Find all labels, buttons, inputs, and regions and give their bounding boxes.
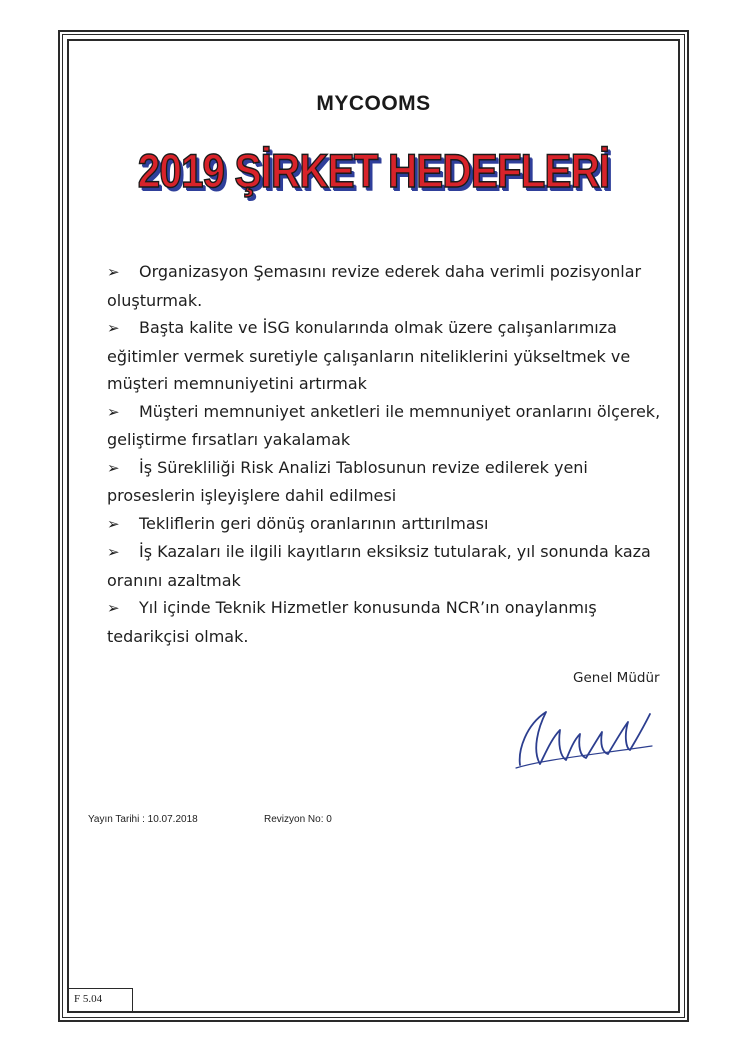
goal-item bbox=[107, 594, 677, 650]
handwritten-signature bbox=[512, 700, 662, 780]
goal-item bbox=[107, 258, 677, 314]
signer-title: Genel Müdür bbox=[573, 670, 660, 686]
goal-text: Başta kalite ve İSG konularında olmak üzere çalışanlarımıza eğitimler vermek suretiyle çalışanların niteliklerini yükseltmek ve müşteri memnuniyetini artırmak bbox=[107, 318, 631, 393]
arrow-bullet-icon: ➢ bbox=[107, 458, 120, 477]
company-name: MYCOOMS bbox=[316, 92, 431, 115]
goal-item bbox=[107, 538, 677, 594]
goal-item bbox=[107, 510, 677, 539]
arrow-bullet-icon: ➢ bbox=[107, 319, 120, 337]
arrow-bullet-icon: ➢ bbox=[107, 263, 120, 281]
goal-item bbox=[107, 398, 677, 454]
goal-text: Yıl içinde Teknik Hizmetler konusunda NCR’ın onaylanmış tedarikçisi olmak. bbox=[107, 598, 597, 646]
arrow-bullet-icon: ➢ bbox=[107, 599, 120, 617]
goals-list bbox=[107, 258, 677, 650]
goal-text: Tekliflerin geri dönüş oranlarının arttırılması bbox=[139, 513, 489, 533]
arrow-bullet-icon: ➢ bbox=[107, 514, 120, 533]
goal-text: Organizasyon Şemasını revize ederek daha verimli pozisyonlar oluşturmak. bbox=[107, 262, 642, 310]
goal-item bbox=[107, 314, 677, 398]
goal-text: Müşteri memnuniyet anketleri ile memnuniyet oranlarını ölçerek, geliştirme fırsatları yakalamak bbox=[107, 401, 661, 449]
goal-text: İş Sürekliliği Risk Analizi Tablosunun revize edilerek yeni proseslerin işleyişlere dahil edilmesi bbox=[107, 457, 588, 505]
goal-text: İş Kazaları ile ilgili kayıtların eksiksiz tutularak, yıl sonunda kaza oranını azaltmak bbox=[107, 542, 651, 590]
signature-stroke bbox=[520, 712, 650, 765]
arrow-bullet-icon: ➢ bbox=[107, 543, 120, 561]
goal-item bbox=[107, 454, 677, 510]
revision-number: Revizyon No: 0 bbox=[264, 814, 332, 825]
arrow-bullet-icon: ➢ bbox=[107, 402, 120, 421]
publication-date: Yayın Tarihi : 10.07.2018 bbox=[88, 814, 198, 825]
document-title: 2019 ŞİRKET HEDEFLERİ bbox=[137, 144, 610, 197]
form-number: F 5.04 bbox=[74, 993, 103, 1005]
